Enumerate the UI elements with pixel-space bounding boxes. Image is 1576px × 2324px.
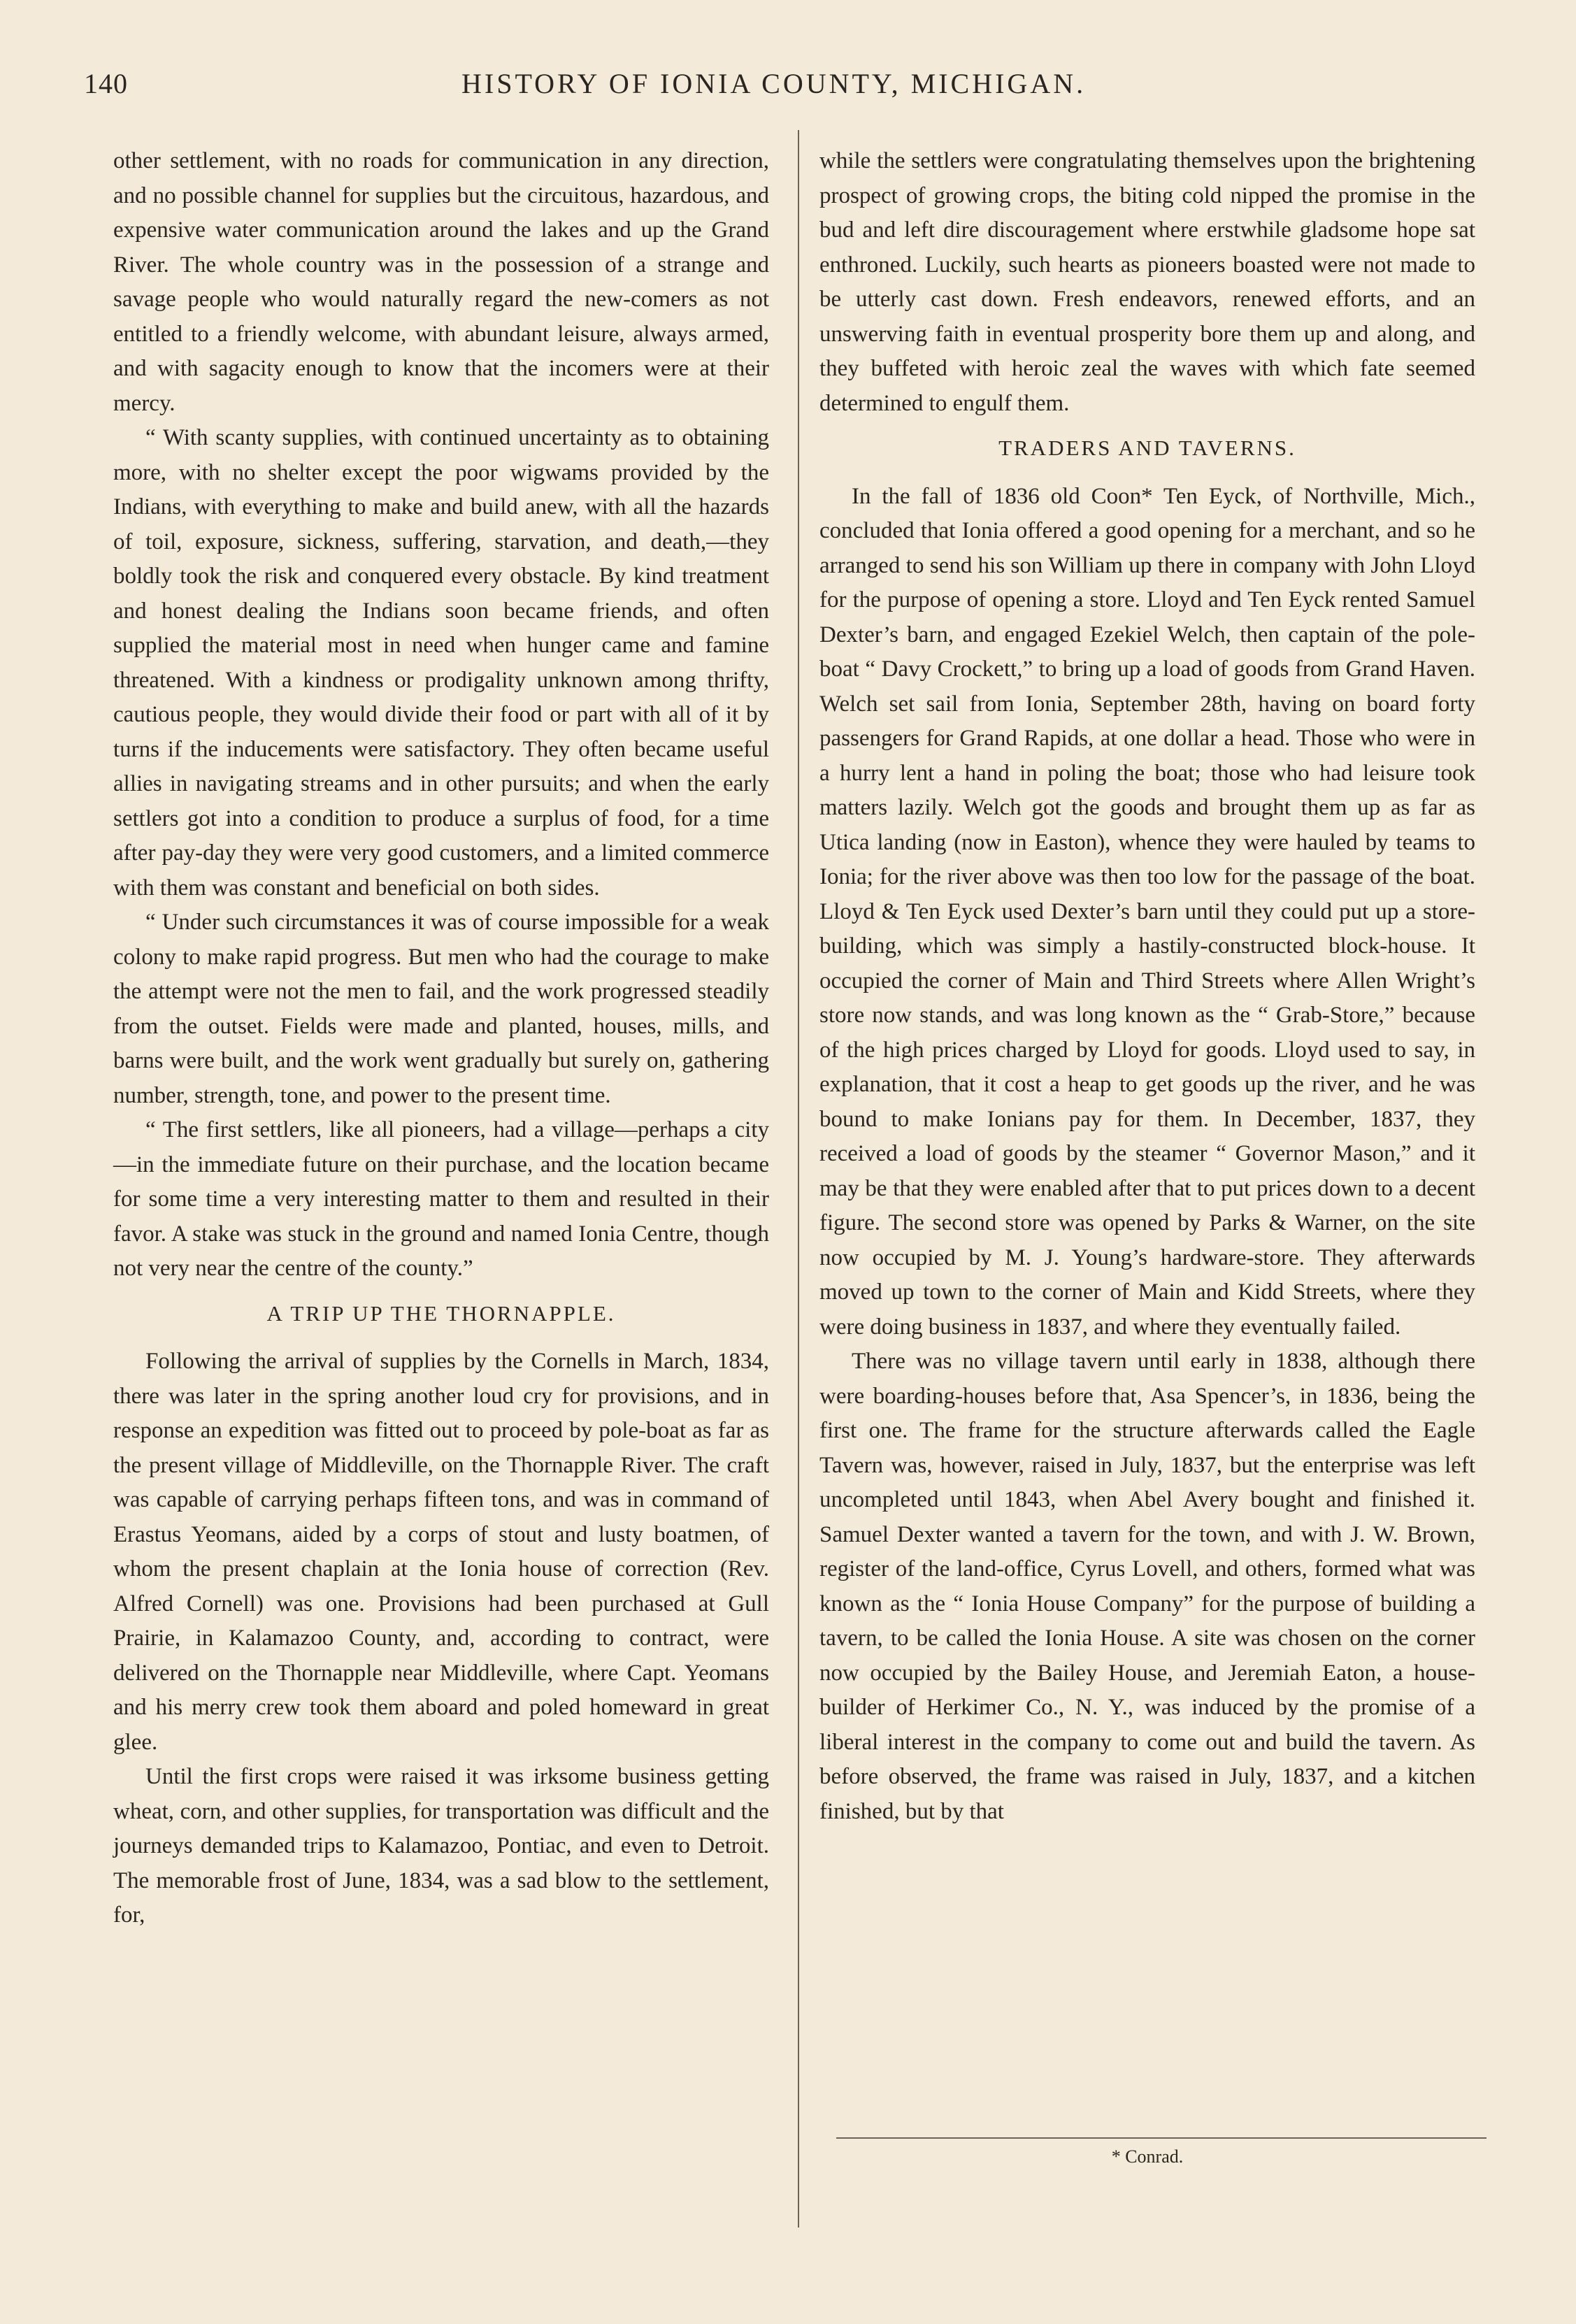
left-column	[113, 144, 769, 1933]
footnote-rule	[836, 2137, 1487, 2139]
running-title: HISTORY OF IONIA COUNTY, MICHIGAN.	[461, 68, 1087, 99]
paragraph: Until the first crops were raised it was irksome business getting wheat, corn, and other supplies, for transportation was difficult and the journeys demanded trips to Kalamazoo, Pontiac, and even to Detroit. The memorable frost of June, 1834, was a sad blow to the settlement, for,	[113, 1764, 769, 1928]
paragraph: In the fall of 1836 old Coon* Ten Eyck, of Northville, Mich., concluded that Ionia offered a good opening for a merchant, and so he arranged to send his son William up there in company with John Lloyd for the purpose of opening a store. Lloyd and Ten Eyck rented Samuel Dexter’s barn, and engaged Ezekiel Welch, then captain of the pole-boat “ Davy Crockett,” to bring up a load of goods from Grand Haven. Welch set sail from Ionia, September 28th, having on board forty passengers for Grand Rapids, at one dollar a head. Those who were in a hurry lent a hand in poling the boat; those who had leisure took matters lazily. Welch got the goods and brought them up as far as Utica landing (now in Easton), whence they were hauled by teams to Ionia; for the river above was then too low for the passage of the boat. Lloyd & Ten Eyck used Dexter’s barn until they could put up a store-building, which was simply a hastily-constructed block-house. It occupied the corner of Main and Third Streets where Allen Wright’s store now stands, and was long known as the “ Grab-Store,” because of the high prices charged by Lloyd for goods. Lloyd used to say, in explanation, that it cost a heap to get goods up the river, and he was bound to make Ionians pay for them. In December, 1837, they received a load of goods by the steamer “ Governor Mason,” and it may be that they were enabled after that to put prices down to a decent figure. The second store was opened by Parks & Warner, on the site now occupied by M. J. Young’s hardware-store. They afterwards moved up town to the corner of Main and Kidd Streets, where they were doing business in 1837, and where they eventually failed.	[819, 483, 1475, 1340]
paragraph: “ With scanty supplies, with continued uncertainty as to obtaining more, with no shelter except the poor wigwams provided by the Indians, with everything to make and build anew, with all the hazards of toil, exposure, sickness, suffering, starvation, and death,—they boldly took the risk and conquered every obstacle. By kind treatment and honest dealing the Indians soon became friends, and often supplied the material most in need when hunger came and famine threatened. With a kindness or prodigality unknown among thrifty, cautious people, they would divide their food or part with all of it by turns if the inducements were satisfactory. They often became useful allies in navigating streams and in other pursuits; and when the early settlers got into a condition to produce a surplus of food, for a time after pay-day they were very good customers, and a limited commerce with them was constant and beneficial on both sides.	[113, 425, 769, 901]
paragraph: Following the arrival of supplies by the Cornells in March, 1834, there was later in the spring another loud cry for provisions, and in response an expedition was fitted out to proceed by pole-boat as far as the present village of Middleville, on the Thornapple River. The craft was capable of carrying perhaps fifteen tons, and was in command of Erastus Yeomans, aided by a corps of stout and lusty boatmen, of whom the present chaplain at the Ionia house of correction (Rev. Alfred Cornell) was one. Provisions had been purchased at Gull Prairie, in Kalamazoo County, and, according to contract, were delivered on the Thornapple near Middleville, where Capt. Yeomans and his merry crew took them aboard and poled homeward in great glee.	[113, 1349, 769, 1755]
page-number: 140	[84, 68, 128, 99]
section-heading: TRADERS AND TAVERNS.	[998, 436, 1296, 460]
right-column	[819, 144, 1475, 1829]
paragraph: “ The first settlers, like all pioneers, had a village—perhaps a city—in the immediate future on their purchase, and the location became for some time a very interesting matter to them and resulted in their favor. A stake was stuck in the ground and named Ionia Centre, though not very near the centre of the county.”	[113, 1117, 769, 1281]
column-divider	[798, 130, 799, 2228]
paragraph: “ Under such circumstances it was of course impossible for a weak colony to make rapid progress. But men who had the courage to make the attempt were not the men to fail, and the work progressed steadily from the outset. Fields were made and planted, houses, mills, and barns were built, and the work went gradually but surely on, gathering number, strength, tone, and power to the present time.	[113, 910, 769, 1108]
page-header	[84, 67, 1454, 116]
paragraph: while the settlers were congratulating themselves upon the brightening prospect of growing crops, the biting cold nipped the promise in the bud and left dire discouragement where erstwhile gladsome hope sat enthroned. Luckily, such hearts as pioneers boasted were not made to be utterly cast down. Fresh endeavors, renewed efforts, and an unswerving faith in eventual prosperity bore them up and along, and they buffeted with heroic zeal the waves with which fate seemed determined to engulf them.	[819, 148, 1475, 416]
footnote: * Conrad.	[1111, 2146, 1184, 2167]
paragraph: other settlement, with no roads for communication in any direction, and no possible channel for supplies but the circuitous, hazardous, and expensive water communication around the lakes and up the Grand River. The whole country was in the possession of a strange and savage people who would naturally regard the new-comers as not entitled to a friendly welcome, with abundant leisure, always armed, and with sagacity enough to know that the incomers were at their mercy.	[113, 148, 769, 416]
section-heading: A TRIP UP THE THORNAPPLE.	[266, 1300, 616, 1326]
paragraph: There was no village tavern until early in 1838, although there were boarding-houses before that, Asa Spencer’s, in 1836, being the first one. The frame for the structure afterwards called the Eagle Tavern was, however, raised in July, 1837, but the enterprise was left uncompleted until 1843, when Abel Avery bought and finished it. Samuel Dexter wanted a tavern for the town, and with J. W. Brown, register of the land-office, Cyrus Lovell, and others, formed what was known as the “ Ionia House Company” for the purpose of building a tavern, to be called the Ionia House. A site was chosen on the corner now occupied by the Bailey House, and Jeremiah Eaton, a house-builder of Herkimer Co., N. Y., was induced by the promise of a liberal interest in the company to come out and build the tavern. As before observed, the frame was raised in July, 1837, and a kitchen finished, but by that	[819, 1349, 1475, 1824]
